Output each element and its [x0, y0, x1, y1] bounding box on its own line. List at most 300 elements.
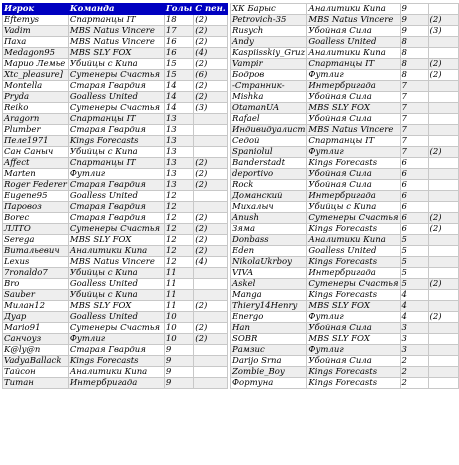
player-cell: Lexus	[3, 257, 69, 268]
player-cell: Andy	[231, 37, 307, 48]
team-cell: Аналитики Кипа	[307, 48, 400, 59]
goals-cell: 10	[164, 312, 193, 323]
penalties-cell: (2)	[194, 81, 227, 92]
player-cell: ЛЛТО	[3, 224, 69, 235]
goals-cell: 6	[400, 202, 428, 213]
table-row	[231, 367, 459, 378]
penalties-cell	[428, 103, 458, 114]
table-row	[3, 246, 228, 257]
player-cell: Индивидуалист	[232, 125, 306, 135]
team-cell: Аналитики Кипа	[68, 367, 164, 378]
player-cell: Petrovich-35	[231, 15, 307, 26]
penalties-cell	[428, 323, 458, 334]
team-cell: Убийцы с Кипа	[68, 147, 164, 158]
table-row	[231, 235, 459, 246]
team-cell: Сутенеры Счастья	[68, 224, 164, 235]
penalties-cell	[428, 367, 458, 378]
team-cell: Интербригада	[307, 191, 400, 202]
goals-cell: 6	[400, 180, 428, 191]
penalties-cell	[428, 4, 458, 15]
table-row	[231, 147, 459, 158]
team-cell: Убийцы с Кипа	[68, 59, 164, 70]
penalties-cell: (4)	[194, 257, 227, 268]
player-cell: Askel	[231, 279, 307, 290]
table-row	[231, 334, 459, 345]
table-row	[3, 70, 228, 81]
goals-cell: 9	[400, 15, 428, 26]
penalties-cell: (2)	[194, 323, 227, 334]
table-row	[3, 356, 228, 367]
goals-cell: 12	[164, 224, 193, 235]
penalties-cell: (2)	[194, 246, 227, 257]
table-row	[231, 345, 459, 356]
table-row	[3, 268, 228, 279]
player-cell: Medagon95	[3, 48, 69, 59]
goals-cell: 7	[400, 114, 428, 125]
team-cell: Интербригада	[307, 268, 400, 279]
table-row	[3, 191, 228, 202]
penalties-cell	[194, 279, 227, 290]
table-row	[231, 191, 459, 202]
table-row	[3, 345, 228, 356]
goals-cell: 15	[164, 59, 193, 70]
penalties-cell	[428, 268, 458, 279]
penalties-cell: (2)	[428, 59, 458, 70]
goals-cell: 7	[400, 136, 428, 147]
goals-cell: 7	[400, 125, 428, 136]
penalties-cell: (2)	[194, 213, 227, 224]
table-row	[231, 301, 459, 312]
goals-cell: 8	[400, 48, 428, 59]
penalties-cell	[428, 378, 458, 389]
table-row	[3, 202, 228, 213]
table-row	[231, 114, 459, 125]
goals-cell: 5	[400, 235, 428, 246]
team-cell: MBS Natus Vincere	[68, 37, 164, 48]
player-cell: deportivo	[231, 169, 307, 180]
table-row	[231, 290, 459, 301]
player-cell: Donbass	[231, 235, 307, 246]
player-cell: VadyaBallack	[3, 356, 69, 367]
table-row	[231, 37, 459, 48]
column-header: Голы	[165, 4, 193, 14]
table-row	[3, 290, 228, 301]
team-cell: Убийцы с Кипа	[307, 202, 400, 213]
team-cell: Интербригада	[307, 81, 400, 92]
team-cell: Спартанцы IT	[68, 15, 164, 26]
team-cell: Goalless United	[68, 312, 164, 323]
player-cell: Zombie_Boy	[231, 367, 307, 378]
goals-cell: 5	[400, 279, 428, 290]
penalties-cell: (2)	[194, 169, 227, 180]
player-cell: 7ronaldo7	[3, 268, 69, 279]
team-cell: Футлиг	[307, 70, 400, 81]
table-row	[3, 59, 228, 70]
goals-cell: 6	[400, 213, 428, 224]
player-cell: Доманский	[231, 191, 307, 202]
table-row	[231, 70, 459, 81]
team-cell: Убийцы с Кипа	[68, 290, 164, 301]
player-cell: Pryda	[3, 92, 69, 103]
penalties-cell	[428, 246, 458, 257]
penalties-cell: (2)	[194, 180, 227, 191]
table-row	[3, 15, 228, 26]
goals-cell: 7	[400, 103, 428, 114]
team-cell: Сутенеры Счастья	[68, 103, 164, 114]
player-cell: OtamanUA	[231, 103, 307, 114]
player-cell: Rock	[231, 180, 307, 191]
column-header: Команда	[68, 4, 164, 15]
player-cell: Xtc_pleasure]	[3, 70, 69, 81]
penalties-cell	[428, 345, 458, 356]
goals-cell: 14	[164, 92, 193, 103]
team-cell: Goalless United	[68, 191, 164, 202]
player-cell: Bro	[3, 279, 69, 290]
table-row	[3, 103, 228, 114]
penalties-cell: (2)	[194, 15, 227, 26]
player-cell: Sauber	[3, 290, 69, 301]
goals-cell: 10	[164, 334, 193, 345]
team-cell: MBS SLY FOX	[68, 301, 164, 312]
penalties-cell: (2)	[194, 26, 227, 37]
goals-cell: 9	[164, 367, 193, 378]
team-cell: Убойная Сила	[307, 92, 400, 103]
team-cell: Сутенеры Счастья	[308, 279, 399, 289]
player-cell: Mario91	[3, 323, 69, 334]
penalties-cell	[428, 114, 458, 125]
player-cell: NikolaUkrboy	[231, 257, 307, 268]
header-row	[3, 4, 228, 15]
goals-cell: 8	[400, 59, 428, 70]
table-row	[3, 158, 228, 169]
team-cell: Goalless United	[307, 37, 400, 48]
player-cell: Spaniolul	[231, 147, 307, 158]
goals-cell: 6	[400, 169, 428, 180]
team-cell: Старая Гвардия	[68, 202, 164, 213]
penalties-cell	[428, 169, 458, 180]
player-cell: Anush	[231, 213, 307, 224]
table-row	[3, 81, 228, 92]
team-cell: Старая Гвардия	[68, 81, 164, 92]
player-cell: Марио Лемье	[3, 59, 69, 70]
goals-cell: 2	[400, 378, 428, 389]
table-row	[3, 378, 228, 389]
goals-cell: 3	[400, 345, 428, 356]
column-header: Игрок	[3, 4, 69, 15]
player-cell: Рамзис	[231, 345, 307, 356]
goals-cell: 5	[400, 257, 428, 268]
player-cell: -Странник-	[231, 81, 307, 92]
table-row	[3, 334, 228, 345]
table-row	[231, 257, 459, 268]
goals-cell: 18	[164, 15, 193, 26]
penalties-cell	[194, 191, 227, 202]
table-row	[3, 37, 228, 48]
team-cell: Сутенеры Счастья	[68, 70, 164, 81]
penalties-cell	[428, 81, 458, 92]
penalties-cell: (2)	[428, 279, 458, 290]
goals-cell: 13	[164, 147, 193, 158]
team-cell: Убойная Сила	[307, 323, 400, 334]
player-cell: SOBR	[231, 334, 307, 345]
penalties-cell	[428, 257, 458, 268]
player-cell: Сан Саныч	[3, 147, 69, 158]
penalties-cell	[428, 37, 458, 48]
player-cell: Eftemys	[3, 15, 69, 26]
team-cell: MBS Natus Vincere	[307, 15, 400, 26]
table-row	[3, 235, 228, 246]
player-cell: Mishka	[231, 92, 307, 103]
table-row	[3, 114, 228, 125]
team-cell: Футлиг	[307, 147, 400, 158]
penalties-cell	[428, 180, 458, 191]
player-cell: Rusych	[231, 26, 307, 37]
team-cell: Футлиг	[68, 169, 164, 180]
player-cell: Plumber	[3, 125, 69, 136]
team-cell: Goalless United	[68, 92, 164, 103]
team-cell: Старая Гвардия	[68, 125, 164, 136]
penalties-cell	[428, 125, 458, 136]
team-cell: Kings Forecasts	[307, 290, 400, 301]
player-cell: Manga	[231, 290, 307, 301]
column-header: С пен.	[195, 4, 226, 14]
table-row	[3, 48, 228, 59]
goals-cell: 5	[400, 246, 428, 257]
player-cell: Милан12	[3, 301, 69, 312]
team-cell: Аналитики Кипа	[307, 235, 400, 246]
player-cell: Marten	[3, 169, 69, 180]
table-row	[3, 26, 228, 37]
player-cell: Affect	[3, 158, 69, 169]
goals-cell: 11	[164, 268, 193, 279]
penalties-cell: (2)	[194, 158, 227, 169]
player-cell: Montella	[3, 81, 69, 92]
player-cell: Energo	[231, 312, 307, 323]
penalties-cell	[194, 147, 227, 158]
penalties-cell	[428, 334, 458, 345]
penalties-cell	[194, 312, 227, 323]
table-row	[231, 15, 459, 26]
table-row	[231, 59, 459, 70]
player-cell: Титан	[3, 378, 69, 389]
penalties-cell: (2)	[428, 312, 458, 323]
table-row	[231, 169, 459, 180]
team-cell: Убийцы с Кипа	[68, 268, 164, 279]
table-row	[3, 279, 228, 290]
table-row	[3, 136, 228, 147]
penalties-cell: (3)	[428, 26, 458, 37]
goals-cell: 6	[400, 191, 428, 202]
scorers-table-left	[2, 3, 228, 389]
team-cell: Футлиг	[68, 334, 164, 345]
goals-cell: 10	[164, 323, 193, 334]
team-cell: MBS Natus Vincere	[307, 125, 400, 136]
player-cell: Reiko	[3, 103, 69, 114]
table-row	[231, 356, 459, 367]
player-cell: ХК Барыс	[231, 4, 307, 15]
team-cell: MBS SLY FOX	[68, 235, 164, 246]
team-cell: Аналитики Кипа	[68, 246, 164, 257]
player-cell: Тайсон	[3, 367, 69, 378]
goals-cell: 3	[400, 334, 428, 345]
goals-cell: 11	[164, 279, 193, 290]
goals-cell: 13	[164, 114, 193, 125]
team-cell: Интербригада	[68, 378, 164, 389]
table-row	[231, 158, 459, 169]
team-cell: MBS Natus Vincere	[68, 26, 164, 37]
team-cell: Goalless United	[307, 246, 400, 257]
penalties-cell	[194, 268, 227, 279]
goals-cell: 4	[400, 301, 428, 312]
player-cell: K@ly@n	[3, 345, 69, 356]
penalties-cell	[428, 235, 458, 246]
team-cell: Убойная Сила	[307, 180, 400, 191]
goals-cell: 6	[400, 158, 428, 169]
penalties-cell: (2)	[428, 15, 458, 26]
player-cell: Banderstadt	[231, 158, 307, 169]
team-cell: Спартанцы IT	[307, 59, 400, 70]
team-cell: Убойная Сила	[307, 356, 400, 367]
goals-cell: 16	[164, 37, 193, 48]
team-cell: Убойная Сила	[307, 114, 400, 125]
goals-cell: 14	[164, 81, 193, 92]
table-row	[3, 125, 228, 136]
goals-cell: 13	[164, 158, 193, 169]
player-cell: Serega	[3, 235, 69, 246]
goals-cell: 3	[400, 323, 428, 334]
goals-cell: 11	[164, 301, 193, 312]
table-row	[231, 125, 459, 136]
player-cell: Vampir	[231, 59, 307, 70]
penalties-cell: (6)	[194, 70, 227, 81]
penalties-cell: (3)	[194, 103, 227, 114]
table-row	[231, 26, 459, 37]
goals-cell: 2	[400, 367, 428, 378]
penalties-cell	[428, 290, 458, 301]
table-row	[3, 312, 228, 323]
team-cell: Аналитики Кипа	[307, 4, 400, 15]
penalties-cell	[194, 367, 227, 378]
player-cell: VIVA	[231, 268, 307, 279]
goals-cell: 9	[164, 345, 193, 356]
team-cell: Сутенеры Счастья	[68, 323, 164, 334]
penalties-cell: (2)	[194, 235, 227, 246]
player-cell: Kaspiisskiy_Gruz	[232, 48, 306, 58]
team-cell: Старая Гвардия	[68, 213, 164, 224]
goals-cell: 9	[164, 356, 193, 367]
team-cell: Kings Forecasts	[307, 257, 400, 268]
goals-cell: 13	[164, 180, 193, 191]
penalties-cell	[194, 114, 227, 125]
team-cell: Старая Гвардия	[68, 345, 164, 356]
team-cell: Kings Forecasts	[68, 356, 164, 367]
goals-cell: 7	[400, 92, 428, 103]
player-cell: Aragorn	[3, 114, 69, 125]
team-cell: Старая Гвардия	[68, 180, 164, 191]
goals-cell: 14	[164, 103, 193, 114]
player-cell: Седой	[231, 136, 307, 147]
table-row	[231, 103, 459, 114]
player-cell: Санчоуз	[3, 334, 69, 345]
goals-cell: 12	[164, 235, 193, 246]
table-row	[3, 257, 228, 268]
table-row	[3, 301, 228, 312]
team-cell: MBS SLY FOX	[307, 103, 400, 114]
penalties-cell: (2)	[194, 301, 227, 312]
table-row	[231, 279, 459, 290]
team-cell: Футлиг	[307, 345, 400, 356]
goals-cell: 13	[164, 169, 193, 180]
penalties-cell: (2)	[194, 92, 227, 103]
table-row	[231, 246, 459, 257]
team-cell: Kings Forecasts	[307, 378, 400, 389]
player-cell: Паха	[3, 37, 69, 48]
goals-cell: 13	[164, 136, 193, 147]
player-cell: Дуар	[3, 312, 69, 323]
player-cell: Паровоз	[3, 202, 69, 213]
table-row	[231, 312, 459, 323]
team-cell: Спартанцы IT	[68, 158, 164, 169]
table-row	[3, 323, 228, 334]
table-row	[3, 147, 228, 158]
goals-cell: 7	[400, 147, 428, 158]
penalties-cell	[194, 356, 227, 367]
player-cell: Vadim	[3, 26, 69, 37]
team-cell: MBS SLY FOX	[68, 48, 164, 59]
team-cell: Goalless United	[68, 279, 164, 290]
player-cell: Han	[231, 323, 307, 334]
goals-cell: 12	[164, 191, 193, 202]
table-row	[3, 180, 228, 191]
penalties-cell	[428, 92, 458, 103]
player-cell: Eden	[231, 246, 307, 257]
goals-cell: 7	[400, 81, 428, 92]
goals-cell: 8	[400, 37, 428, 48]
team-cell: Убойная Сила	[307, 169, 400, 180]
penalties-cell	[428, 191, 458, 202]
table-row	[3, 367, 228, 378]
goals-cell: 2	[400, 356, 428, 367]
player-cell: Borec	[3, 213, 69, 224]
player-cell: Михалыч	[231, 202, 307, 213]
penalties-cell: (2)	[194, 37, 227, 48]
team-cell: Спартанцы IT	[307, 136, 400, 147]
penalties-cell	[194, 136, 227, 147]
goals-cell: 17	[164, 26, 193, 37]
penalties-cell: (4)	[194, 48, 227, 59]
penalties-cell	[194, 290, 227, 301]
player-cell: Eugene95	[3, 191, 69, 202]
goals-cell: 16	[164, 48, 193, 59]
table-row	[231, 323, 459, 334]
penalties-cell	[194, 202, 227, 213]
goals-cell: 4	[400, 312, 428, 323]
penalties-cell	[194, 125, 227, 136]
scorers-table-right	[230, 3, 459, 389]
table-row	[231, 378, 459, 389]
penalties-cell	[428, 356, 458, 367]
goals-cell: 12	[164, 257, 193, 268]
goals-cell: 15	[164, 70, 193, 81]
team-cell: Убойная Сила	[307, 26, 400, 37]
team-cell: Kings Forecasts	[307, 158, 400, 169]
goals-cell: 12	[164, 246, 193, 257]
penalties-cell: (2)	[194, 224, 227, 235]
penalties-cell	[428, 136, 458, 147]
penalties-cell: (2)	[428, 224, 458, 235]
table-row	[3, 169, 228, 180]
goals-cell: 12	[164, 213, 193, 224]
